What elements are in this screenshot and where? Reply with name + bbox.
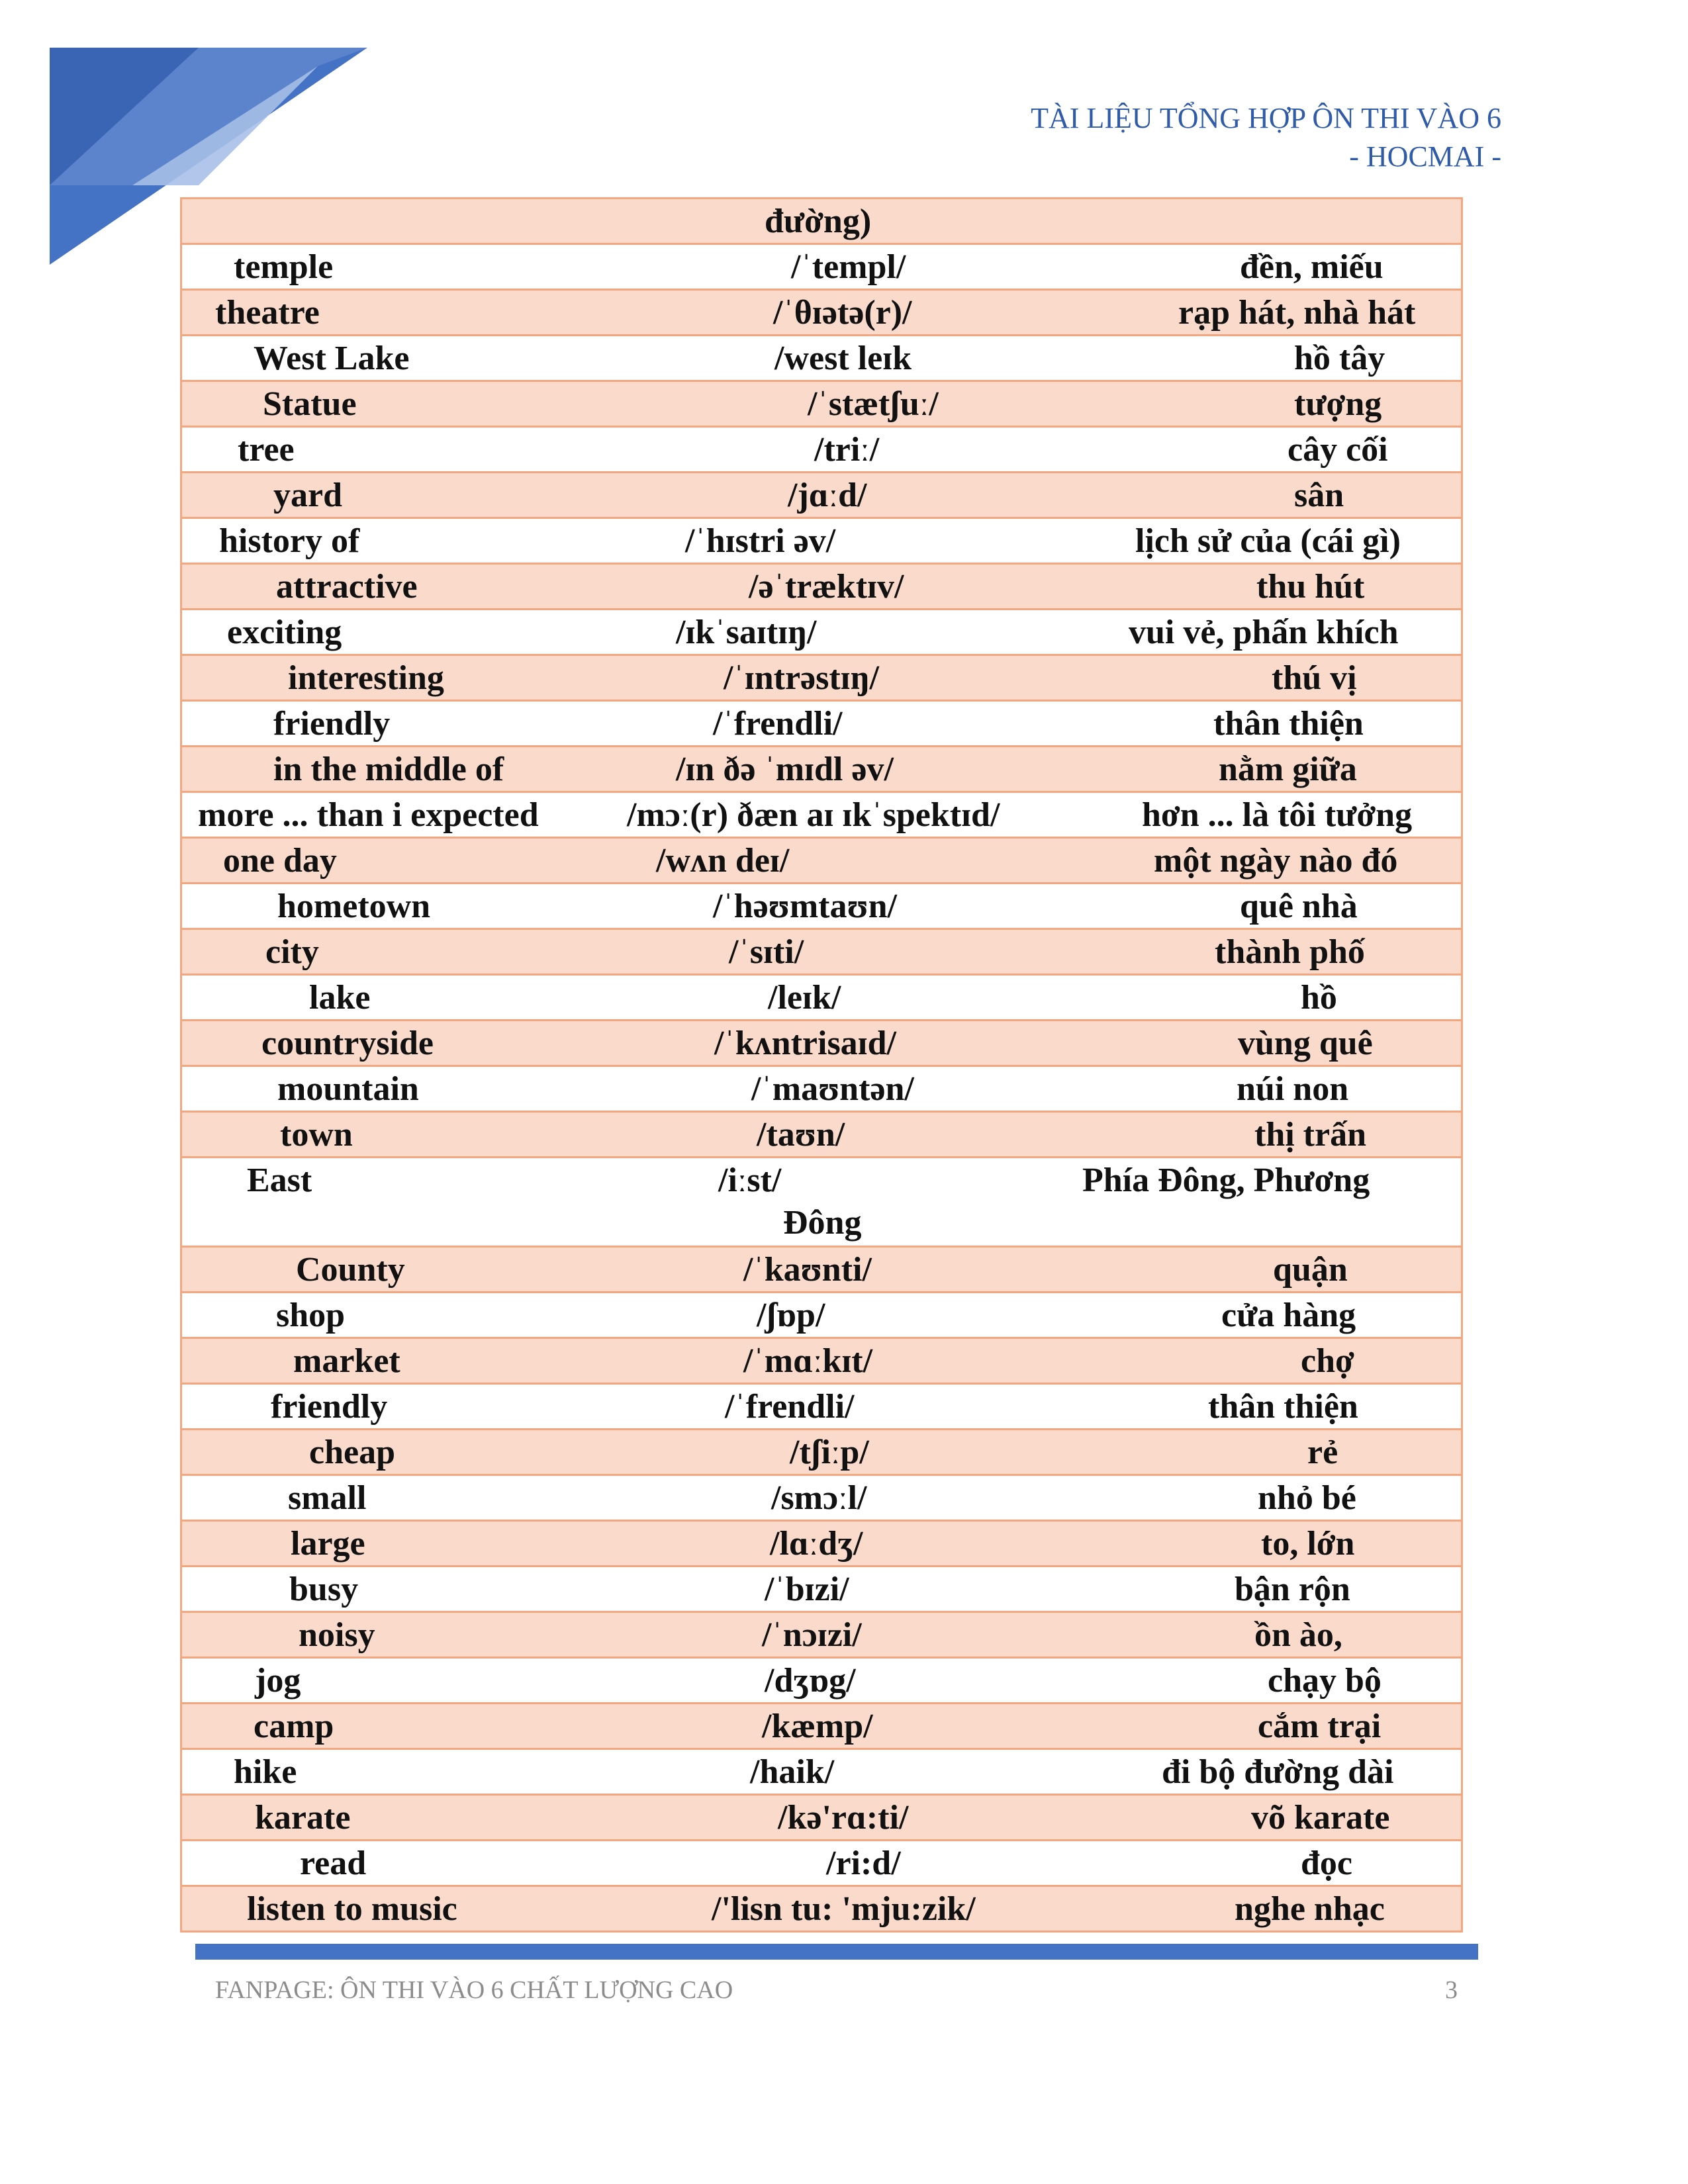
meaning-cell: quê nhà: [1240, 887, 1358, 925]
table-row: [182, 1567, 1461, 1613]
meaning-cell: to, lớn: [1261, 1525, 1355, 1563]
ipa-cell: /ʃɒp/: [757, 1297, 825, 1334]
meaning-cell: cây cối: [1288, 431, 1388, 469]
table-row: [182, 656, 1461, 702]
table-row: [182, 976, 1461, 1021]
word-cell: busy: [289, 1570, 359, 1608]
table-row: [182, 1293, 1461, 1339]
meaning-cell: sân: [1294, 477, 1344, 514]
ipa-cell: /mɔː(r) ðæn aɪ ɪkˈspektɪd/: [627, 796, 1000, 834]
meaning-cell: hồ: [1301, 979, 1337, 1017]
table-row: [182, 747, 1461, 793]
table-row: [182, 1522, 1461, 1567]
word-cell: County: [296, 1251, 405, 1289]
meaning-cell: cắm trại: [1258, 1707, 1382, 1745]
word-cell: more ... than i expected: [198, 796, 539, 834]
meaning-cell: chạy bộ: [1268, 1662, 1382, 1700]
ipa-cell: /iːst/: [718, 1161, 782, 1199]
table-row: [182, 1430, 1461, 1476]
table-row: [182, 245, 1461, 291]
word-cell: shop: [276, 1297, 346, 1334]
footer-fanpage: FANPAGE: ÔN THI VÀO 6 CHẤT LƯỢNG CAO: [215, 1976, 733, 2004]
word-cell: interesting: [288, 659, 444, 697]
word-cell: in the middle of: [273, 751, 504, 788]
table-row: [182, 930, 1461, 976]
ipa-cell: /ˈsɪti/: [729, 933, 804, 971]
ipa-cell: /ɪn ðə ˈmɪdl əv/: [676, 751, 894, 788]
word-cell: one day: [223, 842, 337, 880]
meaning-cell: thị trấn: [1254, 1116, 1366, 1154]
word-cell: East: [247, 1161, 312, 1199]
ipa-cell: /tʃiːp/: [790, 1433, 869, 1471]
ipa-cell: /west leɪk: [774, 340, 912, 377]
ipa-cell: /ˈstætʃuː/: [808, 385, 939, 423]
meaning-cell: thân thiện: [1213, 705, 1364, 743]
ipa-cell: /ˈfrendli/: [713, 705, 843, 743]
meaning-cell: rạp hát, nhà hát: [1178, 294, 1416, 332]
word-cell: market: [293, 1342, 400, 1380]
word-cell: noisy: [299, 1616, 375, 1654]
word-cell: countryside: [261, 1024, 434, 1062]
word-cell: listen to music: [247, 1890, 457, 1928]
ipa-cell: /jɑːd/: [788, 477, 867, 514]
ipa-cell: /ri:d/: [826, 1844, 901, 1882]
word-cell: tree: [238, 431, 295, 469]
table-row: [182, 1158, 1461, 1248]
meaning-cell: cửa hàng: [1221, 1297, 1356, 1334]
continuation-text: đường): [765, 203, 872, 240]
meaning-cell: lịch sử của (cái gì): [1135, 522, 1401, 560]
page-number: 3: [1445, 1976, 1458, 2004]
ipa-cell: /haik/: [750, 1753, 835, 1791]
document-header: [1031, 99, 1501, 176]
ipa-cell: /ˈɪntrəstɪŋ/: [724, 659, 879, 697]
ipa-cell: /ˈθɪətə(r)/: [773, 294, 912, 332]
table-row: [182, 1659, 1461, 1704]
footer-rule: [195, 1944, 1478, 1960]
meaning-cell: một ngày nào đó: [1154, 842, 1398, 880]
word-cell: mountain: [277, 1070, 419, 1108]
word-cell: karate: [255, 1799, 351, 1837]
meaning-cell: Phía Đông, Phương: [1082, 1161, 1370, 1199]
meaning-cell: võ karate: [1251, 1799, 1390, 1837]
word-cell: hometown: [277, 887, 431, 925]
ipa-cell: /ɪkˈsaɪtɪŋ/: [676, 614, 817, 651]
table-row: [182, 1339, 1461, 1385]
word-cell: yard: [273, 477, 342, 514]
header-title: TÀI LIỆU TỔNG HỢP ÔN THI VÀO 6: [1031, 102, 1501, 134]
meaning-cell: hơn ... là tôi tưởng: [1142, 796, 1413, 834]
table-row: [182, 291, 1461, 336]
ipa-cell: /ˈmaʊntən/: [751, 1070, 914, 1108]
table-row-continuation: [182, 199, 1461, 245]
meaning-cell: đền, miếu: [1240, 248, 1383, 286]
ipa-cell: /ˈtempl/: [791, 248, 906, 286]
ipa-cell: /ˈmɑːkɪt/: [743, 1342, 873, 1380]
word-cell: town: [280, 1116, 353, 1154]
word-cell: history of: [219, 522, 360, 560]
table-row: [182, 1385, 1461, 1430]
meaning-cell: chợ: [1301, 1342, 1354, 1380]
ipa-cell: /wʌn deɪ/: [656, 842, 790, 880]
table-row: [182, 565, 1461, 610]
word-cell: friendly: [271, 1388, 388, 1426]
table-row: [182, 519, 1461, 565]
meaning-cell: nghe nhạc: [1235, 1890, 1385, 1928]
table-row: [182, 473, 1461, 519]
word-cell: lake: [309, 979, 371, 1017]
table-row: [182, 1476, 1461, 1522]
table-row: [182, 1067, 1461, 1113]
meaning-cell: rẻ: [1307, 1433, 1338, 1471]
ipa-cell: /lɑːdʒ/: [770, 1525, 863, 1563]
ipa-cell: /kə'rɑ:ti/: [778, 1799, 909, 1837]
table-row: [182, 1021, 1461, 1067]
meaning-cell: vui vẻ, phấn khích: [1129, 614, 1399, 651]
meaning-cell: tượng: [1294, 385, 1382, 423]
ipa-cell: /ˈnɔɪzi/: [762, 1616, 862, 1654]
word-cell: cheap: [309, 1433, 395, 1471]
vocabulary-table: [180, 197, 1463, 1933]
word-cell: friendly: [273, 705, 391, 743]
meaning-cell: đọc: [1301, 1844, 1352, 1882]
table-row: [182, 1113, 1461, 1158]
meaning-cell: bận rộn: [1235, 1570, 1350, 1608]
word-cell: read: [300, 1844, 367, 1882]
table-row: [182, 1841, 1461, 1887]
meaning-cell: thu hút: [1256, 568, 1365, 606]
meaning-cell: hồ tây: [1294, 340, 1385, 377]
word-cell: small: [288, 1479, 367, 1517]
ipa-cell: /ˈbɪzi/: [765, 1570, 849, 1608]
meaning-cell: nhỏ bé: [1258, 1479, 1356, 1517]
meaning-cell: quận: [1273, 1251, 1348, 1289]
ipa-cell: /əˈtræktɪv/: [749, 568, 904, 606]
table-row: [182, 884, 1461, 930]
word-cell: Statue: [263, 385, 357, 423]
ipa-cell: /ˈhəʊmtaʊn/: [713, 887, 897, 925]
ipa-cell: /kæmp/: [762, 1707, 873, 1745]
word-cell: West Lake: [254, 340, 410, 377]
word-cell: temple: [234, 248, 334, 286]
ipa-cell: /taʊn/: [757, 1116, 845, 1154]
meaning-cell: nằm giữa: [1219, 751, 1357, 788]
word-cell: city: [265, 933, 319, 971]
meaning-cell: thân thiện: [1208, 1388, 1358, 1426]
table-row: [182, 382, 1461, 428]
word-cell: jog: [255, 1662, 301, 1700]
ipa-cell: /ˈhɪstri əv/: [685, 522, 836, 560]
word-cell: hike: [234, 1753, 297, 1791]
table-row: [182, 839, 1461, 884]
table-row: [182, 610, 1461, 656]
table-row: [182, 1750, 1461, 1796]
table-row: [182, 1613, 1461, 1659]
table-row: [182, 428, 1461, 473]
ipa-cell: /dʒɒg/: [765, 1662, 856, 1700]
meaning-cell: vùng quê: [1238, 1024, 1373, 1062]
meaning-cell: ồn ào,: [1254, 1616, 1342, 1654]
meaning-cell: thành phố: [1215, 933, 1365, 971]
word-cell: large: [291, 1525, 365, 1563]
header-subtitle: - HOCMAI -: [1349, 140, 1501, 173]
meaning-cell: núi non: [1237, 1070, 1349, 1108]
ipa-cell: /leɪk/: [768, 979, 841, 1017]
ipa-cell: /smɔːl/: [771, 1479, 867, 1517]
table-row: [182, 702, 1461, 747]
table-row: [182, 1887, 1461, 1933]
meaning-cell-continued: Đông: [783, 1204, 862, 1242]
meaning-cell: thú vị: [1272, 659, 1357, 697]
ipa-cell: /ˈkʌntrisaɪd/: [714, 1024, 897, 1062]
table-row: [182, 1796, 1461, 1841]
ipa-cell: /ˈfrendli/: [725, 1388, 855, 1426]
table-row: [182, 793, 1461, 839]
meaning-cell: đi bộ đường dài: [1162, 1753, 1394, 1791]
ipa-cell: /'lisn tu: 'mju:zik/: [712, 1890, 976, 1928]
ipa-cell: /triː/: [814, 431, 880, 469]
word-cell: exciting: [227, 614, 342, 651]
table-row: [182, 1248, 1461, 1293]
word-cell: theatre: [215, 294, 320, 332]
ipa-cell: /ˈkaʊnti/: [743, 1251, 872, 1289]
word-cell: attractive: [276, 568, 418, 606]
word-cell: camp: [254, 1707, 334, 1745]
table-row: [182, 1704, 1461, 1750]
table-row: [182, 336, 1461, 382]
